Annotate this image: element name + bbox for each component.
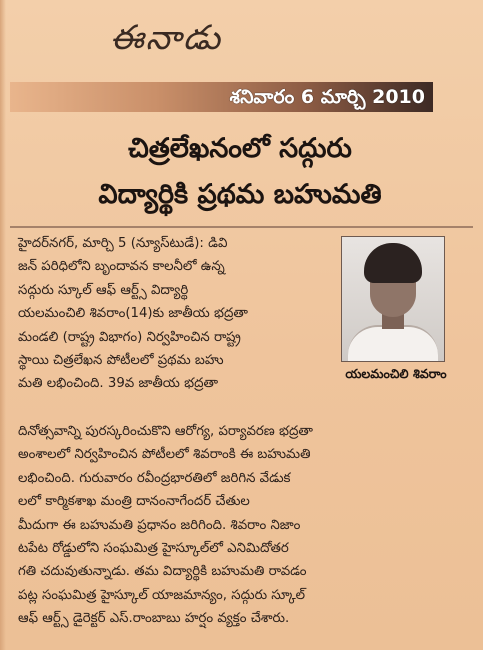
article-line: ఆఫ్ ఆర్ట్స్ డైరెక్టర్ ఎస్.రాంబాబు హర్షం వ్యక్తం చేశారు. — [18, 611, 290, 627]
article-headline — [20, 126, 460, 218]
article-line: గతి చదువుతున్నాడు. తమ విద్యార్థికి బహుమతి రావడం — [18, 564, 307, 580]
article-line: స్థాయి చిత్రలేఖన పోటీలలో ప్రథమ బహు — [18, 353, 224, 369]
article-line: దినోత్సవాన్ని పురస్కరించుకొని ఆరోగ్య, పర్యావరణ భద్రతా — [18, 424, 313, 439]
newspaper-masthead: ఈనాడు — [110, 18, 223, 58]
article-line: హైదర్‌నగర్, మార్చి 5 (న్యూస్‌టుడే): డివి — [18, 236, 228, 251]
article-line: లభించింది. గురువారం రవీంద్రభారతిలో జరిగిన వేడుక — [18, 470, 291, 486]
article-line: లలో కార్మికశాఖ మంత్రి దానంనాగేందర్ చేతుల — [18, 494, 250, 510]
article-line: సద్గురు స్కూల్ ఆఫ్ ఆర్ట్స్ విద్యార్థి — [18, 282, 189, 298]
photo-caption: యలమంచిలి శివరాం — [345, 366, 447, 381]
article-line: పట్ల సంఘమిత్ర హైస్కూల్ యాజమాన్యం, సద్గురు స్కూల్ — [18, 587, 306, 603]
article-line: టపేట రోడ్డులోని సంఘమిత్ర హైస్కూల్‌లో ఎనిమిదోతర — [18, 541, 289, 557]
paper-fold-shadow — [0, 0, 6, 650]
article-line: మతి లభించింది. 39వ జాతీయ భద్రతా — [18, 376, 219, 392]
photo-shirt — [348, 325, 438, 362]
article-body-wide — [18, 420, 464, 631]
article-line: యలమంచిలి శివరాం(14)కు జాతీయ భద్రతా — [18, 306, 248, 322]
headline-line-2: విద్యార్థికి ప్రథమ బహుమతి — [98, 179, 382, 210]
date-banner — [10, 82, 433, 112]
headline-line-1: చిత్రలేఖనంలో సద్గురు — [128, 133, 352, 164]
article-line: అంశాలలో నిర్వహించిన పోటీలలో శివరాంకి ఈ బహుమతి — [18, 447, 311, 463]
student-photo — [341, 236, 445, 362]
publication-date: శనివారం 6 మార్చి 2010 — [229, 86, 425, 108]
article-line: మీదుగా ఈ బహుమతి ప్రధానం జరిగింది. శివరాం నిజాం — [18, 517, 301, 533]
headline-divider — [10, 226, 473, 228]
article-line: మండలి (రాష్ట్ర విభాగం) నిర్వహించిన రాష్ట్ర — [18, 329, 241, 345]
article-body-column — [18, 232, 336, 396]
article-line: జన్ పరిధిలోని బృందావన కాలనీలో ఉన్న — [18, 259, 225, 275]
